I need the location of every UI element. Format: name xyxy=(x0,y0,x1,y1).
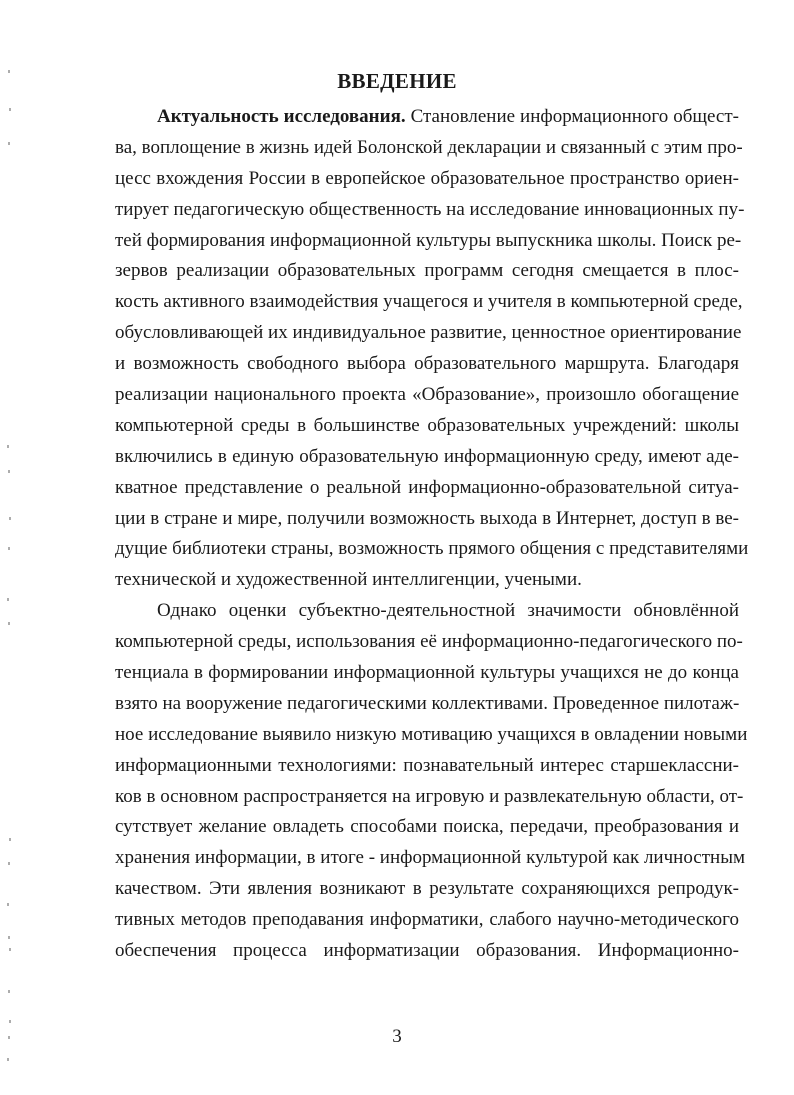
body-text xyxy=(115,102,749,967)
scan-speck xyxy=(7,1058,9,1061)
text-line: обусловливающей их индивидуальное развитие, ценностное ориентирование xyxy=(115,322,742,344)
text-line: реализации национального проекта «Образование», произошло обогащение xyxy=(115,384,739,406)
text-line: тивных методов преподавания информатики, слабого научно-методического xyxy=(115,909,739,931)
scan-speck xyxy=(8,862,10,865)
text-line: ков в основном распространяется на игровую и развлекательную области, от- xyxy=(115,785,744,807)
paragraph-lead: Актуальность исследования. xyxy=(157,106,406,127)
text-line: кость активного взаимодействия учащегося и учителя в компьютерной среде, xyxy=(115,291,743,313)
scan-speck xyxy=(8,990,10,993)
text-line: хранения информации, в итоге - информационной культурой как личностным xyxy=(115,847,745,869)
text-line: цесс вхождения России в европейское образовательное пространство ориен- xyxy=(115,167,739,189)
text-line: Однако оценки субъектно-деятельностной значимости обновлённой xyxy=(157,600,739,622)
text-line: кватное представление о реальной информационно-образовательной ситуа- xyxy=(115,476,739,498)
scan-speck xyxy=(7,445,9,448)
text-line: обеспечения процесса информатизации образования. Информационно- xyxy=(115,940,739,962)
text-line: включились в единую образовательную информационную среду, имеют аде- xyxy=(115,445,739,467)
text-line: компьютерной среды, использования её информационно-педагогического по- xyxy=(115,631,743,653)
scan-speck xyxy=(9,948,11,951)
text-line: взято на вооружение педагогическими коллективами. Проведенное пилотаж- xyxy=(115,692,740,714)
scan-speck xyxy=(9,108,11,111)
text-line: и возможность свободного выбора образовательного маршрута. Благодаря xyxy=(115,353,739,375)
text-line: ва, воплощение в жизнь идей Болонской декларации и связанный с этим про- xyxy=(115,136,743,158)
scan-speck xyxy=(8,936,10,939)
text-line: ции в стране и мире, получили возможность выхода в Интернет, доступ в ве- xyxy=(115,507,739,529)
text-line: технической и художественной интеллигенции, учеными. xyxy=(115,569,582,591)
section-title: ВВЕДЕНИЕ xyxy=(337,69,457,93)
scan-speck xyxy=(8,470,10,473)
scan-speck xyxy=(9,1020,11,1023)
text-line: тей формирования информационной культуры выпускника школы. Поиск ре- xyxy=(115,229,742,251)
text-line: тенциала в формировании информационной культуры учащихся не до конца xyxy=(115,662,739,684)
text-line: тирует педагогическую общественность на исследование инновационных пу- xyxy=(115,198,745,220)
text-line: ное исследование выявило низкую мотивацию учащихся в овладении новыми xyxy=(115,723,748,745)
page-number: 3 xyxy=(392,1026,402,1047)
scan-speck xyxy=(8,70,10,73)
text-line: дущие библиотеки страны, возможность прямого общения с представителями xyxy=(115,538,749,560)
scan-speck xyxy=(8,547,10,550)
scan-speck xyxy=(7,903,9,906)
scan-speck xyxy=(8,1036,10,1039)
scan-speck xyxy=(8,622,10,625)
text-line: зервов реализации образовательных программ сегодня смещается в плос- xyxy=(115,260,739,282)
text-line: информационными технологиями: познавательный интерес старшеклассни- xyxy=(115,754,739,776)
scan-speck xyxy=(9,838,11,841)
text-line xyxy=(115,102,739,133)
scan-speck xyxy=(7,598,9,601)
text-line: сутствует желание овладеть способами поиска, передачи, преобразования и xyxy=(115,816,739,838)
text-line: компьютерной среды в большинстве образовательных учреждений: школы xyxy=(115,414,739,436)
scan-speck xyxy=(8,142,10,145)
scan-speck xyxy=(9,517,11,520)
text-line: качеством. Эти явления возникают в результате сохраняющихся репродук- xyxy=(115,878,739,900)
text-line-content: Становление информационного общест- xyxy=(405,106,739,127)
